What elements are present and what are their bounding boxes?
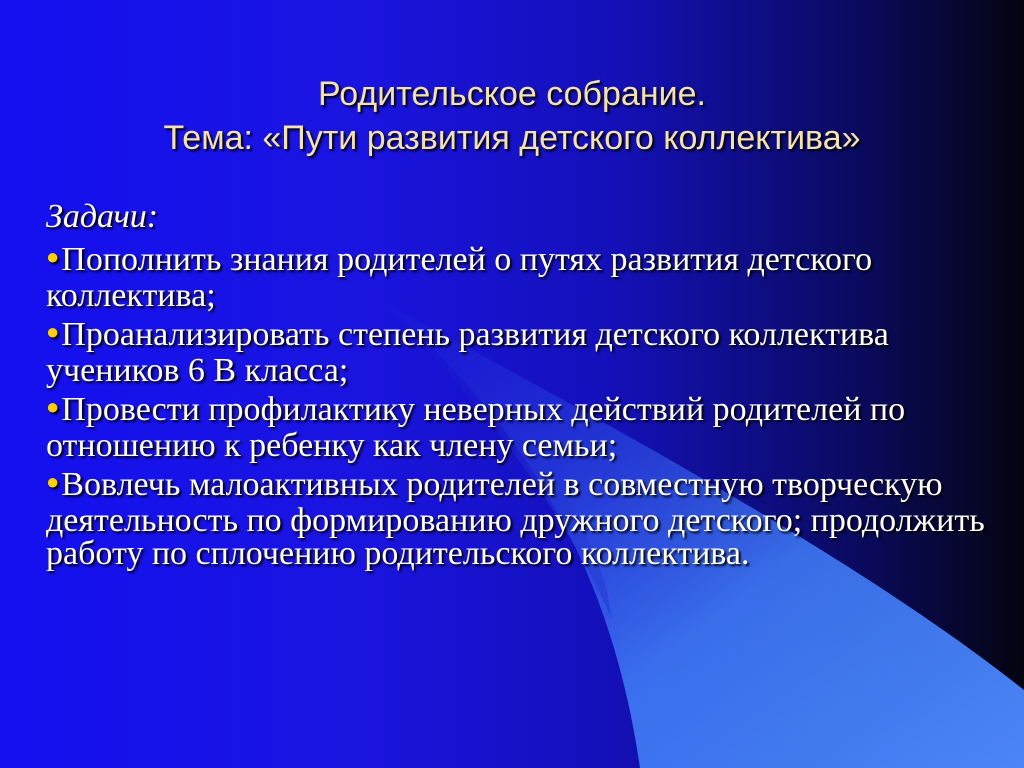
slide-content (46, 200, 996, 576)
slide-title (0, 72, 1024, 160)
task-item-4 (46, 468, 996, 570)
bullet-icon: ● (46, 319, 60, 344)
task-item-text: Пополнить знания родителей о путях развития детского коллектива; (46, 241, 873, 314)
task-item-text: Проанализировать степень развития детского коллектива учеников 6 В класса; (46, 316, 889, 389)
task-item-1 (46, 243, 996, 312)
title-line-1: Родительское собрание. (318, 75, 706, 113)
task-item-text: Провести профилактику неверных действий родителей по отношению к ребенку как члену семьи; (46, 391, 906, 464)
task-item-text: Вовлечь малоактивных родителей в совместную творческую деятельность по формированию дружного детского; продолжить работу по сплочению родительского коллектива. (46, 466, 985, 572)
task-item-2 (46, 318, 996, 387)
title-line-2: Тема: «Пути развития детского коллектива» (163, 119, 861, 157)
tasks-heading: Задачи: (46, 198, 159, 235)
task-item-3 (46, 393, 996, 462)
bullet-icon: ● (46, 394, 60, 419)
bullet-icon: ● (46, 469, 60, 494)
bullet-icon: ● (46, 244, 60, 269)
